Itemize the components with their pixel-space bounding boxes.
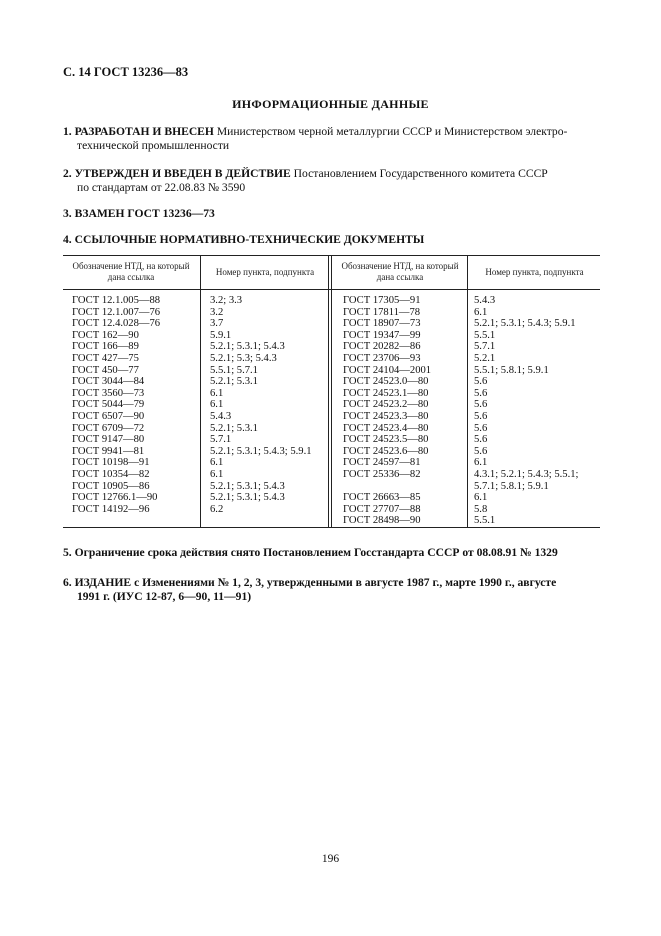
table-cell-points: 6.1 — [474, 457, 488, 469]
item-2-label: 2. УТВЕРЖДЕН И ВВЕДЕН В ДЕЙСТВИЕ — [63, 167, 291, 180]
table-cell-doc: ГОСТ 3560—73 — [72, 387, 145, 399]
item-1-text-cont: технической промышленности — [77, 139, 230, 152]
table-cell-doc: ГОСТ 450—77 — [72, 364, 139, 376]
table-cell-points: 5.4.3 — [474, 295, 496, 306]
table-cell-doc: ГОСТ 10198—91 — [72, 457, 150, 469]
table-cell-doc — [343, 481, 431, 493]
table-cell-points: 5.2.1; 5.3.1; 5.4.3 — [210, 341, 285, 353]
table-cell-doc: ГОСТ 24523.0—80 — [343, 376, 429, 388]
table-cell-doc: ГОСТ 28498—90 — [343, 515, 421, 527]
page-number: 196 — [321, 853, 340, 865]
table-cell-points: 5.2.1; 5.3.1 — [210, 376, 258, 388]
item-2-text: Постановлением Государственного комитета СССР — [293, 167, 548, 180]
table-cell-doc: ГОСТ 6507—90 — [72, 410, 145, 422]
table-cell-points: 6.1 — [474, 306, 488, 318]
table-cell-doc: ГОСТ 24104—2001 — [343, 364, 432, 376]
reference-documents-table — [63, 255, 600, 528]
table-cell-doc: ГОСТ 24523.2—80 — [343, 399, 429, 411]
table-cell-doc: ГОСТ 427—75 — [72, 352, 139, 364]
table-cell-doc: ГОСТ 12.1.005—88 — [72, 295, 161, 306]
info-item-6 — [63, 576, 599, 604]
table-cell-points: 5.2.1; 5.3.1; 5.4.3; 5.9.1 — [210, 445, 312, 457]
left-points-column — [210, 295, 312, 515]
table-cell-points: 4.3.1; 5.2.1; 5.4.3; 5.5.1; — [474, 468, 579, 480]
table-cell-doc: ГОСТ 23706—93 — [343, 352, 421, 364]
table-cell-doc: ГОСТ 12.1.007—76 — [72, 306, 161, 318]
table-cell-points: 5.6 — [474, 410, 488, 422]
info-item-4: 4. ССЫЛОЧНЫЕ НОРМАТИВНО-ТЕХНИЧЕСКИЕ ДОКУМЕНТЫ — [63, 233, 425, 246]
table-cell-doc: ГОСТ 17811—78 — [343, 306, 421, 318]
info-item-5: 5. Ограничение срока действия снято Постановлением Госстандарта СССР от 08.08.91 № 1329 — [63, 546, 558, 559]
section-title: ИНФОРМАЦИОННЫЕ ДАННЫЕ — [232, 97, 429, 111]
table-cell-points: 5.2.1 — [474, 352, 496, 364]
table-cell-points: 6.1 — [210, 457, 224, 469]
table-cell-doc: ГОСТ 10354—82 — [72, 468, 150, 480]
table-cell-doc: ГОСТ 14192—96 — [72, 503, 150, 515]
table-cell-points: 5.2.1; 5.3; 5.4.3 — [210, 352, 277, 364]
table-cell-points: 6.1 — [210, 399, 224, 411]
table-cell-points: 5.6 — [474, 445, 488, 457]
table-cell-doc: ГОСТ 166—89 — [72, 341, 139, 353]
table-cell-doc: ГОСТ 20282—86 — [343, 341, 421, 353]
table-cell-doc: ГОСТ 12.4.028—76 — [72, 318, 161, 330]
right-points-column — [474, 295, 578, 527]
header-point-right: Номер пункта, подпункта — [485, 267, 584, 277]
table-cell-doc: ГОСТ 24523.5—80 — [343, 434, 429, 446]
table-cell-points: 5.9.1 — [210, 329, 232, 341]
table-cell-points: 5.7.1; 5.8.1; 5.9.1 — [474, 480, 549, 492]
page-header: С. 14 ГОСТ 13236—83 — [63, 65, 189, 79]
table-cell-points: 6.2 — [210, 503, 224, 515]
table-cell-doc: ГОСТ 12766.1—90 — [72, 492, 158, 504]
info-item-2 — [63, 167, 599, 195]
table-cell-points: 5.2.1; 5.3.1 — [210, 422, 258, 434]
table-cell-points: 5.7.1 — [474, 341, 496, 353]
column-divider — [467, 255, 468, 528]
table-cell-points: 3.7 — [210, 318, 224, 330]
header-point-left: Номер пункта, подпункта — [215, 267, 315, 277]
item-2-text-cont: по стандартам от 22.08.83 № 3590 — [77, 181, 246, 194]
table-cell-doc: ГОСТ 10905—86 — [72, 480, 150, 492]
table-cell-doc: ГОСТ 24523.3—80 — [343, 410, 429, 422]
right-docs-column — [343, 295, 431, 527]
table-cell-points: 5.2.1; 5.3.1; 5.4.3 — [210, 480, 285, 492]
table-cell-doc: ГОСТ 27707—88 — [343, 503, 421, 515]
column-double-divider — [328, 255, 332, 528]
info-item-1 — [63, 125, 599, 153]
table-cell-points: 5.7.1 — [210, 434, 232, 446]
table-cell-points: 5.4.3 — [210, 410, 232, 422]
item-6-text-cont: 1991 г. (ИУС 12-87, 6—90, 11—91) — [77, 590, 252, 603]
table-cell-points: 6.1 — [210, 468, 224, 480]
table-cell-doc: ГОСТ 5044—79 — [72, 399, 145, 411]
table-cell-points: 5.6 — [474, 387, 488, 399]
table-cell-points: 5.2.1; 5.3.1; 5.4.3; 5.9.1 — [474, 318, 576, 330]
table-cell-points: 5.6 — [474, 434, 488, 446]
table-cell-points: 5.6 — [474, 422, 488, 434]
column-divider — [200, 255, 201, 528]
info-item-3: 3. ВЗАМЕН ГОСТ 13236—73 — [63, 207, 215, 220]
table-cell-doc: ГОСТ 3044—84 — [72, 376, 145, 388]
table-cell-doc: ГОСТ 162—90 — [72, 329, 139, 341]
item-6-label: 6. ИЗДАНИЕ — [63, 576, 132, 589]
table-cell-doc: ГОСТ 18907—73 — [343, 318, 421, 330]
table-cell-doc: ГОСТ 19347—99 — [343, 329, 421, 341]
table-cell-points: 5.5.1 — [474, 515, 496, 527]
table-cell-points: 5.6 — [474, 376, 488, 388]
header-doc-left: Обозначение НТД, на который дана ссылка — [72, 261, 190, 282]
table-cell-points: 5.6 — [474, 399, 488, 411]
table-cell-points: 3.2; 3.3 — [210, 295, 243, 306]
table-cell-doc: ГОСТ 6709—72 — [72, 422, 145, 434]
table-cell-points: 3.2 — [210, 306, 224, 318]
item-1-label: 1. РАЗРАБОТАН И ВНЕСЕН — [63, 125, 214, 138]
table-cell-points: 5.2.1; 5.3.1; 5.4.3 — [210, 492, 285, 504]
table-cell-doc: ГОСТ 24597—81 — [343, 457, 421, 469]
table-cell-points: 5.5.1; 5.8.1; 5.9.1 — [474, 364, 549, 376]
table-cell-doc: ГОСТ 17305—91 — [343, 295, 421, 306]
table-cell-doc: ГОСТ 25336—82 — [343, 468, 421, 480]
table-cell-doc: ГОСТ 24523.6—80 — [343, 445, 429, 457]
table-cell-doc: ГОСТ 26663—85 — [343, 492, 421, 504]
table-cell-doc: ГОСТ 9147—80 — [72, 434, 145, 446]
header-doc-right: Обозначение НТД, на который дана ссылка — [341, 261, 459, 282]
table-cell-points: 5.5.1 — [474, 329, 496, 341]
table-cell-doc: ГОСТ 24523.1—80 — [343, 387, 429, 399]
table-cell-points: 5.8 — [474, 503, 488, 515]
table-cell-points: 6.1 — [474, 492, 488, 504]
item-1-text: Министерством черной металлургии СССР и Министерством электро- — [216, 125, 568, 138]
table-cell-doc: ГОСТ 9941—81 — [72, 445, 145, 457]
item-6-text: с Изменениями № 1, 2, 3, утвержденными в августе 1987 г., марте 1990 г., августе — [134, 576, 557, 589]
table-cell-points: 5.5.1; 5.7.1 — [210, 364, 258, 376]
table-cell-doc: ГОСТ 24523.4—80 — [343, 422, 429, 434]
table-cell-points: 6.1 — [210, 387, 224, 399]
left-docs-column — [72, 295, 160, 515]
